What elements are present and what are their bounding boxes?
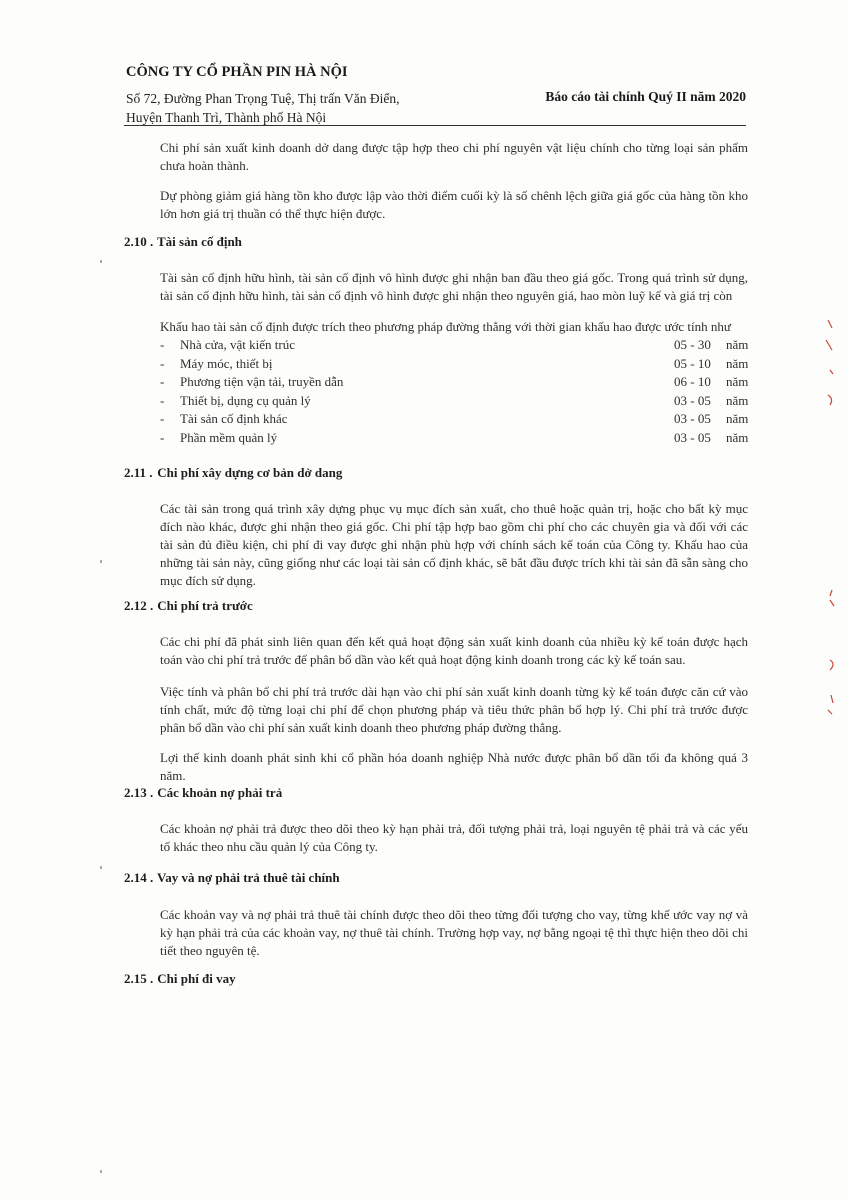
section-heading-2-15 (124, 971, 236, 987)
list-item (160, 355, 748, 374)
depreciation-unit: năm (726, 392, 749, 408)
scan-speck (100, 866, 102, 869)
bullet-dash: - (160, 392, 165, 408)
depreciation-unit: năm (726, 374, 749, 389)
company-name: CÔNG TY CỔ PHẦN PIN HÀ NỘI (126, 64, 348, 80)
bullet-dash: - (160, 337, 165, 352)
depreciation-unit: năm (726, 355, 749, 371)
section-2-14-paragraph-1: Các khoản vay và nợ phải trả thuê tài chính được theo dõi theo từng đối tượng cho vay, từng khế ước vay nợ và kỳ hạn phải trả của các khoản vay, nợ thuê tài chính. Trường hợp vay, nợ bằng ngoại tệ thì thực hiện theo dõi chi tiết theo nguyên tệ. (160, 907, 748, 958)
section-number: 2.13 . (124, 785, 154, 800)
section-number: 2.12 . (124, 598, 154, 613)
bullet-dash: - (160, 355, 165, 371)
address-line-2: Huyện Thanh Trì, Thành phố Hà Nội (126, 110, 327, 125)
ink-mark (830, 590, 834, 606)
section-2-12-paragraph-1: Các chi phí đã phát sinh liên quan đến kết quả hoạt động sản xuất kinh doanh của nhiều kỳ kế toán được hạch toán vào chi phí trả trước để phân bổ dần vào kết quả hoạt động kinh doanh trong các kỳ kế toán sau. (160, 634, 748, 667)
depreciation-range: 05 - 30 (674, 337, 711, 352)
section-2-10-paragraph-2: Khấu hao tài sản cố định được trích theo phương pháp đường thẳng với thời gian khấu hao được ước tính như (160, 319, 731, 334)
asset-name: Thiết bị, dụng cụ quản lý (180, 392, 311, 408)
ink-mark (828, 660, 833, 714)
list-item (160, 373, 748, 392)
depreciation-list (160, 336, 748, 447)
depreciation-range: 05 - 10 (674, 355, 711, 371)
report-title: Báo cáo tài chính Quý II năm 2020 (545, 89, 746, 104)
bullet-dash: - (160, 411, 165, 426)
section-2-13-paragraph-1: Các khoản nợ phải trả được theo dõi theo kỳ hạn phải trả, đối tượng phải trả, loại nguyên tệ phải trả và các yếu tố khác theo nhu cầu quản lý của Công ty. (160, 821, 748, 854)
asset-name: Nhà cửa, vật kiến trúc (180, 337, 295, 352)
section-heading-2-11 (124, 465, 342, 481)
section-title: Các khoản nợ phải trả (157, 785, 283, 800)
section-heading-2-12 (124, 598, 253, 614)
section-title: Chi phí trả trước (157, 598, 253, 613)
section-2-10-paragraph-1: Tài sản cố định hữu hình, tài sản cố định vô hình được ghi nhận ban đầu theo giá gốc. Trong quá trình sử dụng, tài sản cố định hữu hình, tài sản cố định vô hình được ghi nhận theo nguyên giá, hao mòn luỹ kế và giá trị còn (160, 270, 748, 303)
section-title: Chi phí đi vay (157, 971, 236, 986)
bullet-dash: - (160, 429, 165, 445)
section-title: Tài sản cố định (157, 234, 242, 249)
list-item (160, 392, 748, 411)
intro-paragraph-1: Chi phí sản xuất kinh doanh dở dang được tập hợp theo chi phí nguyên vật liệu chính cho từng loại sản phẩm chưa hoàn thành. (160, 140, 748, 173)
section-title: Chi phí xây dựng cơ bản dở dang (157, 465, 343, 480)
asset-name: Phần mềm quản lý (180, 429, 278, 445)
depreciation-unit: năm (726, 337, 749, 352)
asset-name: Phương tiện vận tải, truyền dẫn (180, 374, 344, 389)
asset-name: Tài sản cố định khác (180, 411, 288, 426)
section-number: 2.15 . (124, 971, 154, 986)
depreciation-unit: năm (726, 429, 749, 445)
depreciation-range: 06 - 10 (674, 374, 711, 389)
company-address (126, 89, 400, 127)
section-title: Vay và nợ phải trả thuê tài chính (157, 870, 340, 885)
ink-mark (828, 370, 833, 405)
section-2-11-paragraph-1: Các tài sản trong quá trình xây dựng phục vụ mục đích sản xuất, cho thuê hoặc quản trị, hoặc cho bất kỳ mục đích nào khác, được ghi nhận theo giá gốc. Chi phí tập hợp bao gồm chi phí cho các chuyên gia và đối với các tài sản đủ điều kiện, chi phí đi vay được ghi nhận phù hợp với chính sách kế toán của Công ty. Khấu hao của những tài sản này, cũng giống như các loại tài sản cố định khác, sẽ bắt đầu được trích khi tài sản đã sẵn sàng cho mục đích sử dụng. (160, 501, 748, 588)
list-item (160, 410, 748, 429)
depreciation-range: 03 - 05 (674, 392, 711, 408)
header-divider (124, 125, 746, 126)
list-item (160, 336, 748, 355)
bullet-dash: - (160, 374, 165, 389)
scan-speck (100, 560, 102, 563)
depreciation-unit: năm (726, 411, 749, 426)
red-ink-bleed-marks (818, 300, 848, 720)
section-heading-2-14 (124, 870, 340, 886)
ink-mark (826, 320, 832, 350)
intro-paragraph-2: Dự phòng giảm giá hàng tồn kho được lập vào thời điểm cuối kỳ là số chênh lệch giữa giá gốc của hàng tồn kho lớn hơn giá trị thuần có thể thực hiện được. (160, 188, 748, 221)
section-2-12-paragraph-3: Lợi thế kinh doanh phát sinh khi cổ phần hóa doanh nghiệp Nhà nước được phân bổ dần tối đa không quá 3 năm. (160, 750, 748, 783)
section-heading-2-10 (124, 234, 242, 250)
depreciation-range: 03 - 05 (674, 411, 711, 426)
section-heading-2-13 (124, 785, 282, 801)
section-2-12-paragraph-2: Việc tính và phân bổ chi phí trả trước dài hạn vào chi phí sản xuất kinh doanh từng kỳ kế toán được căn cứ vào tính chất, mức độ từng loại chi phí để chọn phương pháp và tiêu thức phân bổ hợp lý. Chi phí trả trước được phân bổ dần vào chi phí sản xuất kinh doanh theo phương pháp đường thẳng. (160, 684, 748, 735)
list-item (160, 429, 748, 448)
scan-speck (100, 1170, 102, 1173)
depreciation-range: 03 - 05 (674, 429, 711, 445)
section-number: 2.11 . (124, 465, 153, 480)
address-line-1: Số 72, Đường Phan Trọng Tuệ, Thị trấn Văn Điển, (126, 91, 400, 106)
section-number: 2.14 . (124, 870, 154, 885)
section-number: 2.10 . (124, 234, 154, 249)
scan-speck (100, 260, 102, 263)
asset-name: Máy móc, thiết bị (180, 355, 273, 371)
